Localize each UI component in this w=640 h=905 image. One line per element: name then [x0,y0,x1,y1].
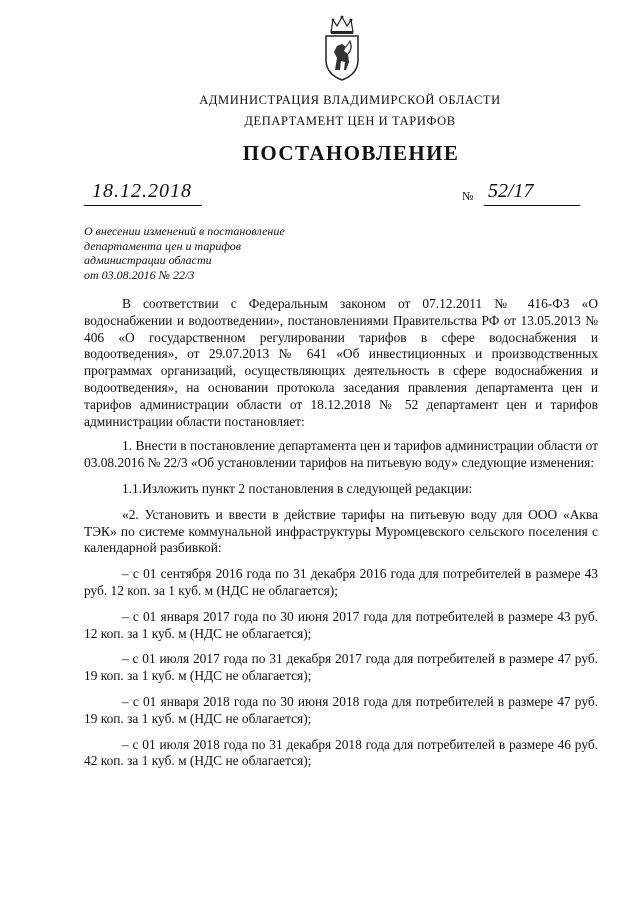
number-value: 52/17 [488,180,534,202]
coat-of-arms-icon [322,14,362,82]
tariff-period-item: – с 01 июля 2018 года по 31 декабря 2018 года для потребителей в размере 46 руб. 42 коп. за 1 куб. м (НДС не облагается); [84,736,598,769]
item-1-1-paragraph: 1.1.Изложить пункт 2 постановления в следующей редакции: [122,480,473,496]
department-name: ДЕПАРТАМЕНТ ЦЕН И ТАРИФОВ [244,114,456,128]
tariff-period-item: – с 01 января 2018 года по 30 июня 2018 года для потребителей в размере 47 руб. 19 коп. за 1 куб. м (НДС не облагается); [84,693,598,726]
document-subject [84,224,324,282]
tariff-period-item: – с 01 июля 2017 года по 31 декабря 2017 года для потребителей в размере 47 руб. 19 коп. за 1 куб. м (НДС не облагается); [84,651,598,684]
document-body [84,296,598,779]
subject-line: от 03.08.2016 № 22/3 [84,267,195,282]
document-date [84,180,202,208]
number-underline [484,205,580,206]
tariff-period-item: – с 01 сентября 2016 года по 31 декабря 2016 года для потребителей в размере 43 руб. 12 коп. за 1 куб. м (НДС не облагается); [84,566,598,598]
item-2-quote-paragraph: «2. Установить и ввести в действие тарифы на питьевую воду для ООО «Аква ТЭК» по системе коммунальной инфраструктуры Муромцевского сельского поселения с календарной разбивкой: [84,506,598,556]
preamble-paragraph: В соответствии с Федеральным законом от 07.12.2011 № 416-ФЗ «О водоснабжении и водоотведении», постановлениями Правительства РФ от 13.05.2013 № 406 «О государственном регулировании тарифов в сфере водоснабжения и водоотведения», от 29.07.2013 № 641 «Об инвестиционных и производственных программах организаций, осуществляющих деятельность в сфере водоснабжения и водоотведения», на основании протокола заседания правления департамента цен и тарифов администрации области от 18.12.2018 № 52 департамент цен и тарифов администрации области постановляет: [84,296,598,429]
subject-line: О внесении изменений в постановление [84,224,285,238]
item-1-paragraph: 1. Внести в постановление департамента цен и тарифов администрации области от 03.08.2016 № 22/3 «Об установлении тарифов на питьевую воду» следующие изменения: [84,438,598,471]
document-type-title: ПОСТАНОВЛЕНИЕ [242,141,460,165]
subject-line: департамента цен и тарифов [84,238,241,253]
organization-name: АДМИНИСТРАЦИЯ ВЛАДИМИРСКОЙ ОБЛАСТИ [199,93,501,107]
date-underline [84,205,202,206]
document-number [462,180,580,208]
subject-line: администрации области [84,253,212,267]
number-sign: № [462,189,474,203]
date-value: 18.12.2018 [92,180,192,202]
tariff-period-item: – с 01 января 2017 года по 30 июня 2017 года для потребителей в размере 43 руб. 12 коп. за 1 куб. м (НДС не облагается); [84,608,598,641]
